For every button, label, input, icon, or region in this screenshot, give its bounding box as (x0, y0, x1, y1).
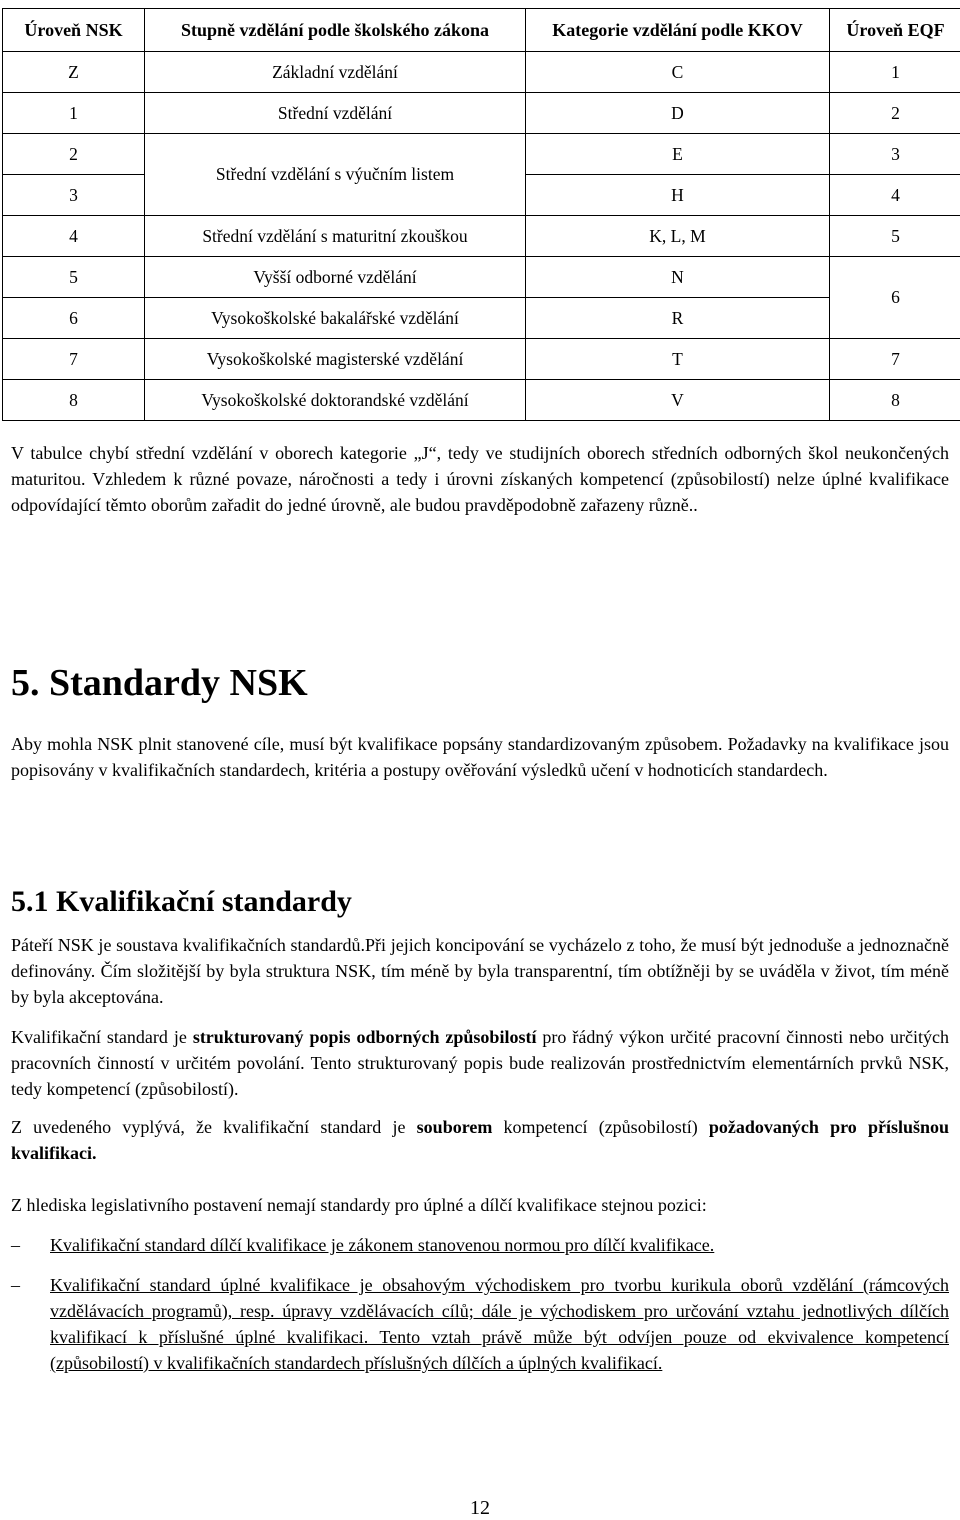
cell-stupen: Základní vzdělání (145, 52, 526, 93)
section51-paragraph-1: Páteří NSK je soustava kvalifikačních standardů.Při jejich koncipování se vycházelo z toho, že musí být jednoduše a jednoznačně definovány. Čím složitější by byla struktura NSK, tím méně by byla transparentní, tím obtížněji by se uváděla v život, tím méně by byla akceptována. (11, 932, 949, 1010)
cell-kkov: D (526, 93, 830, 134)
cell-nsk: 2 (3, 134, 145, 175)
para2-text-a: Kvalifikační standard je (11, 1027, 193, 1047)
table-row (3, 257, 960, 298)
cell-kkov: H (526, 175, 830, 216)
para3-text-c: kompetencí (způsobilostí) (492, 1117, 709, 1137)
cell-stupen: Vysokoškolské doktorandské vzdělání (145, 380, 526, 421)
header-eqf-level: Úroveň EQF (830, 9, 960, 52)
section-heading-kvalifikacni-standardy: 5.1 Kvalifikační standardy (11, 884, 352, 920)
para3-bold-souborem: souborem (417, 1117, 493, 1137)
cell-kkov: C (526, 52, 830, 93)
page-number: 12 (0, 1497, 960, 1520)
section51-paragraph-4: Z hlediska legislativního postavení nemají standardy pro úplné a dílčí kvalifikace stejnou pozici: (11, 1192, 949, 1218)
list-item-text: Kvalifikační standard úplné kvalifikace je obsahovým východiskem pro tvorbu kurikula oborů vzdělání (rámcových vzdělávacích programů), resp. úpravy vzdělávacích cílů; dále je východiskem pro určování vztahu jednotlivých dílčích kvalifikací k příslušné úplné kvalifikaci. Tento vztah právě může být odvíjen pouze od ekvivalence kompetencí (způsobilostí) v kvalifikačních standardech příslušných dílčích a úplných kvalifikací. (50, 1272, 949, 1376)
cell-kkov: K, L, M (526, 216, 830, 257)
cell-stupen: Vyšší odborné vzdělání (145, 257, 526, 298)
cell-kkov: R (526, 298, 830, 339)
cell-stupen: Střední vzdělání (145, 93, 526, 134)
cell-nsk: 5 (3, 257, 145, 298)
cell-eqf: 2 (830, 93, 960, 134)
header-education-degree: Stupně vzdělání podle školského zákona (145, 9, 526, 52)
list-item-text: Kvalifikační standard dílčí kvalifikace je zákonem stanovenou normou pro dílčí kvalifikace. (50, 1232, 949, 1258)
cell-stupen: Vysokoškolské bakalářské vzdělání (145, 298, 526, 339)
cell-stupen: Střední vzdělání s maturitní zkouškou (145, 216, 526, 257)
table-row (3, 52, 960, 93)
table-row (3, 298, 960, 339)
para3-text-a: Z uvedeného vyplývá, že kvalifikační standard je (11, 1117, 417, 1137)
header-nsk-level: Úroveň NSK (3, 9, 145, 52)
header-kkov-category: Kategorie vzdělání podle KKOV (526, 9, 830, 52)
cell-nsk: 6 (3, 298, 145, 339)
cell-eqf: 8 (830, 380, 960, 421)
table-row (3, 93, 960, 134)
cell-eqf: 5 (830, 216, 960, 257)
para2-text-c: pro řádný výkon určité pracovní činnosti nebo určitých pracovních činností v určitém povolání. Tento strukturovaný popis bude realizován prostřednictvím elementárních prvků NSK, tedy kompetencí (způsobilostí). (11, 1027, 949, 1099)
para2-bold: strukturovaný popis odborných způsobilostí (193, 1027, 537, 1047)
table-note-paragraph: V tabulce chybí střední vzdělání v oborech kategorie „J“, tedy ve studijních oborech středních odborných škol neukončených maturitou. Vzhledem k různé povaze, náročnosti a tedy i úrovni získaných kompetencí (způsobilostí) nelze úplné kvalifikace odpovídající těmto oborům zařadit do jedné úrovně, ale budou pravděpodobně zařazeny různě.. (11, 440, 949, 518)
cell-stupen: Střední vzdělání s výučním listem (145, 134, 526, 216)
cell-eqf: 4 (830, 175, 960, 216)
table-header-row (3, 9, 960, 52)
cell-nsk: 8 (3, 380, 145, 421)
cell-nsk: 4 (3, 216, 145, 257)
cell-kkov: T (526, 339, 830, 380)
cell-nsk: 1 (3, 93, 145, 134)
dash-bullet: – (11, 1232, 33, 1258)
section51-paragraph-3 (11, 1114, 949, 1166)
cell-eqf: 3 (830, 134, 960, 175)
section5-paragraph: Aby mohla NSK plnit stanovené cíle, musí být kvalifikace popsány standardizovaným způsobem. Požadavky na kvalifikace jsou popisovány v kvalifikačních standardech, kritéria a postupy ověřování výsledků učení v hodnoticích standardech. (11, 731, 949, 783)
table-row (3, 380, 960, 421)
cell-kkov: E (526, 134, 830, 175)
cell-eqf: 6 (830, 257, 960, 339)
cell-nsk: 3 (3, 175, 145, 216)
para3-bold-end: požadovaných pro příslušnou kvalifikaci. (11, 1117, 949, 1163)
section51-paragraph-2 (11, 1024, 949, 1102)
table-row (3, 216, 960, 257)
cell-eqf: 7 (830, 339, 960, 380)
cell-nsk: 7 (3, 339, 145, 380)
cell-kkov: V (526, 380, 830, 421)
table-row (3, 134, 960, 175)
cell-nsk: Z (3, 52, 145, 93)
cell-eqf: 1 (830, 52, 960, 93)
cell-stupen: Vysokoškolské magisterské vzdělání (145, 339, 526, 380)
section-heading-standardy: 5. Standardy NSK (11, 660, 308, 706)
table-row (3, 339, 960, 380)
cell-kkov: N (526, 257, 830, 298)
nsk-level-table (2, 8, 960, 421)
dash-bullet: – (11, 1272, 33, 1298)
